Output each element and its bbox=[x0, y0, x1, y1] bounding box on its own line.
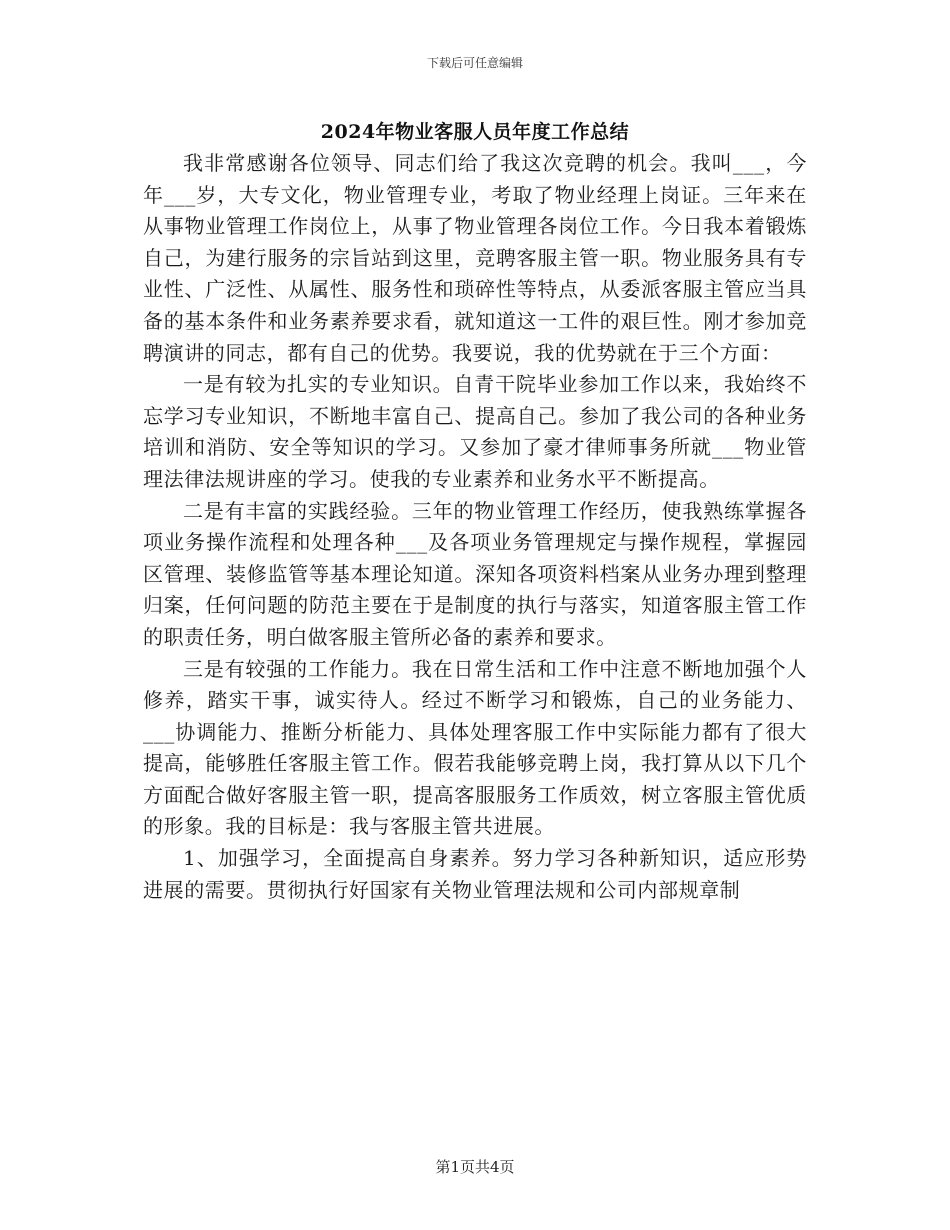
paragraph-experience: 二是有丰富的实践经验。三年的物业管理工作经历，使我熟练掌握各项业务操作流程和处理各种___及各项业务管理规定与操作规程，掌握园区管理、装修监管等基本理论知道。深知各项资料档案从业务办理到整理归案，任何问题的防范主要在于是制度的执行与落实，知道客服主管工作的职责任务，明白做客服主管所必备的素养和要求。 bbox=[143, 498, 807, 649]
document-title: 2024年物业客服人员年度工作总结 bbox=[320, 121, 630, 143]
page-number: 第1页共4页 bbox=[435, 1158, 515, 1176]
page-header-note: 下载后可任意编辑 bbox=[426, 56, 523, 70]
document-body bbox=[143, 148, 807, 906]
paragraph-point-1: 1、加强学习，全面提高自身素养。努力学习各种新知识，适应形势进展的需要。贯彻执行好国家有关物业管理法规和公司内部规章制 bbox=[143, 846, 807, 902]
paragraph-intro: 我非常感谢各位领导、同志们给了我这次竞聘的机会。我叫___，今年___岁，大专文化，物业管理专业，考取了物业经理上岗证。三年来在从事物业管理工作岗位上，从事了物业管理各岗位工作。今日我本着锻炼自己，为建行服务的宗旨站到这里，竞聘客服主管一职。物业服务具有专业性、广泛性、从属性、服务性和琐碎性等特点，从委派客服主管应当具备的基本条件和业务素养要求看，就知道这一工件的艰巨性。刚才参加竞聘演讲的同志，都有自己的优势。我要说，我的优势就在于三个方面： bbox=[143, 151, 807, 365]
paragraph-knowledge: 一是有较为扎实的专业知识。自青干院毕业参加工作以来，我始终不忘学习专业知识，不断地丰富自己、提高自己。参加了我公司的各种业务培训和消防、安全等知识的学习。又参加了豪才律师事务所就___物业管理法律法规讲座的学习。使我的专业素养和业务水平不断提高。 bbox=[143, 372, 807, 491]
paragraph-ability: 三是有较强的工作能力。我在日常生活和工作中注意不断地加强个人修养，踏实干事，诚实待人。经过不断学习和锻炼，自己的业务能力、___协调能力、推断分析能力、具体处理客服工作中实际能力都有了很大提高，能够胜任客服主管工作。假若我能够竞聘上岗，我打算从以下几个方面配合做好客服主管一职，提高客服服务工作质效，树立客服主管优质的形象。我的目标是：我与客服主管共进展。 bbox=[143, 656, 807, 839]
